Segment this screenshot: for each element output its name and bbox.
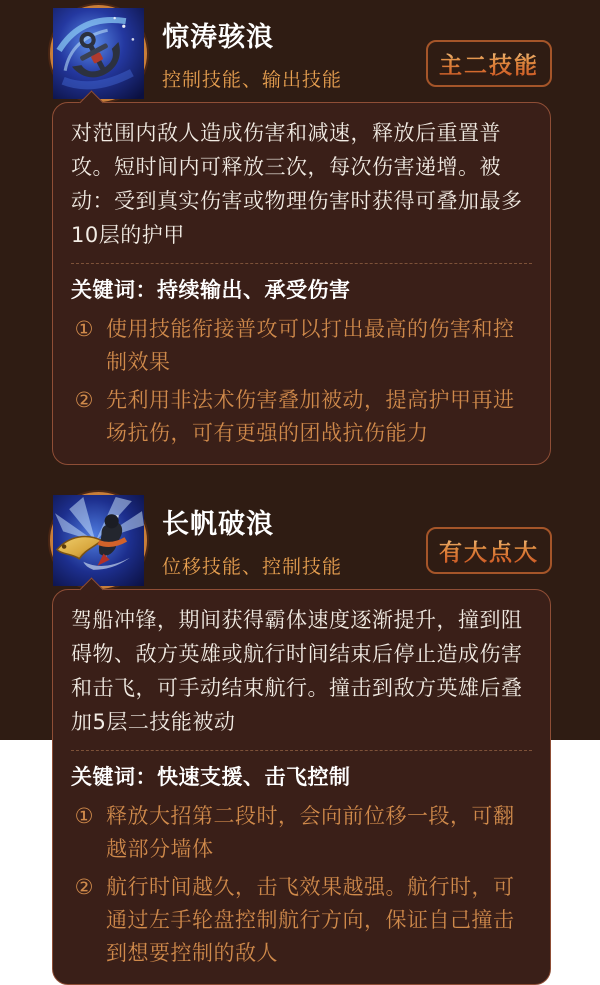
anchor-skill-art: [53, 8, 144, 99]
skill-2-description: 驾船冲锋，期间获得霸体速度逐渐提升，撞到阻碍物、敌方英雄或航行时间结束后停止造成伤害和击飞，可手动结束航行。撞击到敌方英雄后叠加5层二技能被动: [71, 608, 523, 734]
skill-section-2: [0, 491, 600, 985]
skill-2-header: [50, 491, 552, 589]
skill-2-badge: 有大点大: [426, 527, 552, 574]
skill-2-titles: [162, 502, 342, 579]
boat-dash-skill-icon: [50, 492, 147, 589]
skill-2-title: 长帆破浪: [162, 508, 274, 540]
skill-1-titles: [162, 15, 342, 92]
skill-1-badge: 主二技能: [426, 40, 552, 87]
skill-1-tip-1: [71, 313, 532, 379]
anchor-skill-icon: [50, 5, 147, 102]
tip-number-icon: ①: [74, 317, 94, 341]
tip-number-icon: ②: [74, 388, 94, 412]
tip-text: 释放大招第二段时，会向前位移一段，可翻越部分墙体: [106, 804, 515, 861]
skill-1-header: [50, 4, 552, 102]
skill-1-tip-2: [71, 384, 532, 450]
skill-1-subtitle: 控制技能、输出技能: [162, 68, 343, 91]
tip-number-icon: ②: [74, 875, 94, 899]
tip-number-icon: ①: [74, 804, 94, 828]
skill-1-card: [52, 102, 551, 465]
tip-text: 使用技能衔接普攻可以打出最高的伤害和控制效果: [106, 317, 515, 374]
dashed-divider-1: [71, 263, 532, 264]
skill-1-keywords: 关键词：持续输出、承受伤害: [71, 278, 351, 302]
skill-1-title: 惊涛骇浪: [162, 21, 274, 53]
skill-2-tip-2: [71, 871, 532, 970]
skill-section-1: [0, 4, 600, 465]
skill-1-description: 对范围内敌人造成伤害和减速，释放后重置普攻。短时间内可释放三次，每次伤害递增。被动：受到真实伤害或物理伤害时获得可叠加最多10层的护甲: [71, 121, 523, 247]
tip-text: 航行时间越久，击飞效果越强。航行时，可通过左手轮盘控制航行方向，保证自己撞击到想要控制的敌人: [106, 875, 515, 965]
skill-2-card: [52, 589, 551, 985]
boat-dash-skill-art: [53, 495, 144, 586]
skill-2-tip-1: [71, 800, 532, 866]
skill-2-subtitle: 位移技能、控制技能: [162, 555, 343, 578]
dashed-divider-2: [71, 750, 532, 751]
tip-text: 先利用非法术伤害叠加被动，提高护甲再进场抗伤，可有更强的团战抗伤能力: [106, 388, 515, 445]
skill-2-keywords: 关键词：快速支援、击飞控制: [71, 765, 351, 789]
